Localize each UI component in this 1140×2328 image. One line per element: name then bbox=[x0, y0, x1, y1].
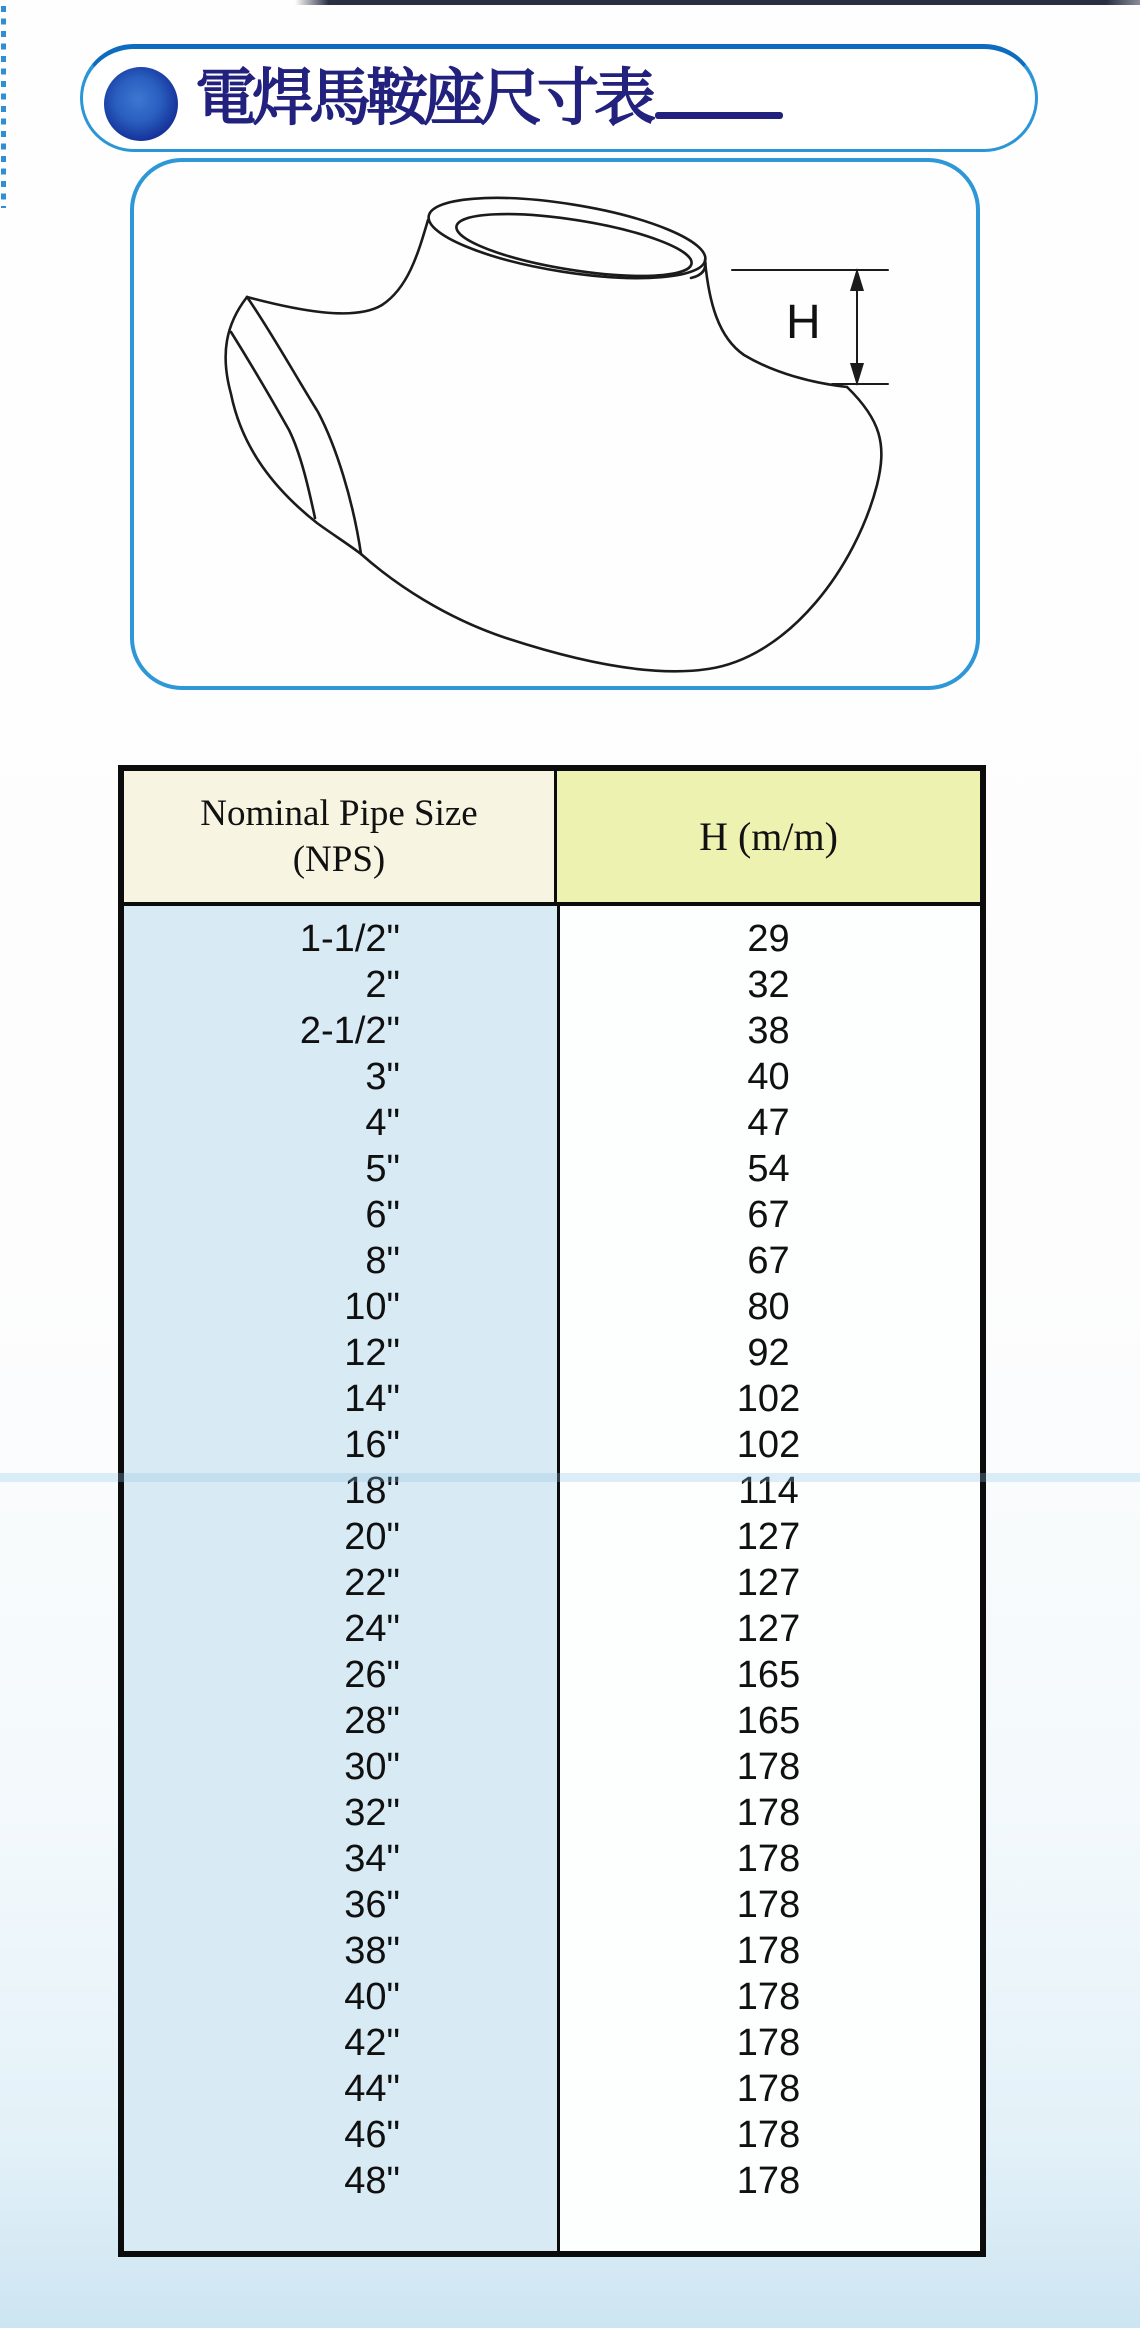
header-cell-h bbox=[557, 771, 980, 902]
nps-cell: 14" bbox=[344, 1378, 400, 1420]
table-row bbox=[124, 2158, 980, 2204]
blue-sphere-bullet-icon bbox=[104, 67, 178, 141]
h-value-cell: 67 bbox=[747, 1194, 790, 1236]
h-value-cell: 178 bbox=[736, 1930, 801, 1972]
header-nps-line2: (NPS) bbox=[292, 838, 386, 880]
nps-cell: 26" bbox=[344, 1654, 400, 1696]
header-cell-nps bbox=[124, 771, 557, 902]
nps-cell: 34" bbox=[344, 1838, 400, 1880]
table-row bbox=[124, 2112, 980, 2158]
table-row bbox=[124, 1836, 980, 1882]
h-value-cell: 165 bbox=[736, 1654, 801, 1696]
h-value-cell: 102 bbox=[736, 1424, 801, 1466]
table-row bbox=[124, 2020, 980, 2066]
neck-left-curve bbox=[247, 220, 428, 313]
nps-cell: 46" bbox=[344, 2114, 400, 2156]
table-row bbox=[124, 916, 980, 962]
nps-cell: 1-1/2" bbox=[299, 918, 400, 960]
table-row bbox=[124, 1330, 980, 1376]
table-row bbox=[124, 1606, 980, 1652]
table-row bbox=[124, 1974, 980, 2020]
table-row bbox=[124, 1514, 980, 1560]
table-row bbox=[124, 1928, 980, 1974]
title-dash bbox=[655, 112, 783, 119]
lobe-inner-curve bbox=[231, 332, 315, 518]
h-value-cell: 178 bbox=[736, 2114, 801, 2156]
nps-cell: 6" bbox=[365, 1194, 400, 1236]
dimension-label-H: H bbox=[786, 296, 821, 349]
table-row bbox=[124, 1238, 980, 1284]
h-value-cell: 38 bbox=[747, 1010, 790, 1052]
h-value-cell: 29 bbox=[747, 918, 790, 960]
h-value-cell: 178 bbox=[736, 2068, 801, 2110]
h-value-cell: 178 bbox=[736, 1792, 801, 1834]
table-row bbox=[124, 2066, 980, 2112]
table-row bbox=[124, 1284, 980, 1330]
nps-cell: 12" bbox=[344, 1332, 400, 1374]
nps-cell: 28" bbox=[344, 1700, 400, 1742]
outlet-rim-inner bbox=[453, 202, 696, 289]
nps-cell: 30" bbox=[344, 1746, 400, 1788]
nps-cell: 10" bbox=[344, 1286, 400, 1328]
nps-cell: 8" bbox=[365, 1240, 400, 1282]
nps-cell: 5" bbox=[365, 1148, 400, 1190]
scan-edge-artifact bbox=[295, 0, 1140, 5]
nps-cell: 32" bbox=[344, 1792, 400, 1834]
page-title bbox=[195, 50, 783, 148]
nps-cell: 38" bbox=[344, 1930, 400, 1972]
nps-cell: 48" bbox=[344, 2160, 400, 2202]
nps-cell: 4" bbox=[365, 1102, 400, 1144]
table-row bbox=[124, 1744, 980, 1790]
nps-cell: 44" bbox=[344, 2068, 400, 2110]
h-value-cell: 67 bbox=[747, 1240, 790, 1282]
lobe-outer-curve bbox=[226, 297, 361, 554]
h-value-cell: 40 bbox=[747, 1056, 790, 1098]
table-row bbox=[124, 1790, 980, 1836]
h-value-cell: 178 bbox=[736, 1746, 801, 1788]
h-value-cell: 178 bbox=[736, 1976, 801, 2018]
saddle-line-drawing bbox=[134, 162, 976, 686]
dimension-table bbox=[118, 765, 986, 2257]
h-value-cell: 32 bbox=[747, 964, 790, 1006]
h-value-cell: 127 bbox=[736, 1608, 801, 1650]
saddle-drawing-panel bbox=[130, 158, 980, 690]
table-row bbox=[124, 1422, 980, 1468]
nps-cell: 20" bbox=[344, 1516, 400, 1558]
nps-cell: 2-1/2" bbox=[299, 1010, 400, 1052]
table-row bbox=[124, 1008, 980, 1054]
nps-cell: 18" bbox=[344, 1470, 400, 1512]
h-value-cell: 178 bbox=[736, 2160, 801, 2202]
nps-cell: 24" bbox=[344, 1608, 400, 1650]
table-row bbox=[124, 1100, 980, 1146]
body-bottom-curve bbox=[361, 387, 881, 671]
h-value-cell: 80 bbox=[747, 1286, 790, 1328]
h-value-cell: 178 bbox=[736, 2022, 801, 2064]
h-value-cell: 165 bbox=[736, 1700, 801, 1742]
page-title-text: 電焊馬鞍座尺寸表 bbox=[195, 64, 652, 133]
scan-binding-dashes bbox=[1, 6, 6, 208]
table-row bbox=[124, 1192, 980, 1238]
table-header-row bbox=[124, 771, 980, 906]
nps-cell: 36" bbox=[344, 1884, 400, 1926]
h-value-cell: 47 bbox=[747, 1102, 790, 1144]
title-banner bbox=[80, 44, 1038, 152]
h-value-cell: 178 bbox=[736, 1838, 801, 1880]
h-value-cell: 54 bbox=[747, 1148, 790, 1190]
table-row bbox=[124, 1652, 980, 1698]
table-row bbox=[124, 1698, 980, 1744]
table-row bbox=[124, 1468, 980, 1514]
table-row bbox=[124, 1560, 980, 1606]
nps-cell: 40" bbox=[344, 1976, 400, 2018]
body-edge-curve bbox=[247, 297, 361, 554]
table-body bbox=[124, 906, 980, 2251]
nps-cell: 42" bbox=[344, 2022, 400, 2064]
nps-cell: 2" bbox=[365, 964, 400, 1006]
header-nps-line1: Nominal Pipe Size bbox=[200, 792, 478, 834]
table-row bbox=[124, 962, 980, 1008]
h-value-cell: 92 bbox=[747, 1332, 790, 1374]
nps-cell: 16" bbox=[344, 1424, 400, 1466]
table-row bbox=[124, 1882, 980, 1928]
h-value-cell: 102 bbox=[736, 1378, 801, 1420]
nps-cell: 22" bbox=[344, 1562, 400, 1604]
table-row bbox=[124, 1146, 980, 1192]
h-value-cell: 178 bbox=[736, 1884, 801, 1926]
h-value-cell: 127 bbox=[736, 1562, 801, 1604]
header-h-label: H (m/m) bbox=[699, 814, 838, 859]
table-row bbox=[124, 1376, 980, 1422]
neck-right-curve bbox=[705, 261, 847, 387]
table-row bbox=[124, 1054, 980, 1100]
h-value-cell: 114 bbox=[738, 1470, 799, 1512]
nps-cell: 3" bbox=[365, 1056, 400, 1098]
h-value-cell: 127 bbox=[736, 1516, 801, 1558]
